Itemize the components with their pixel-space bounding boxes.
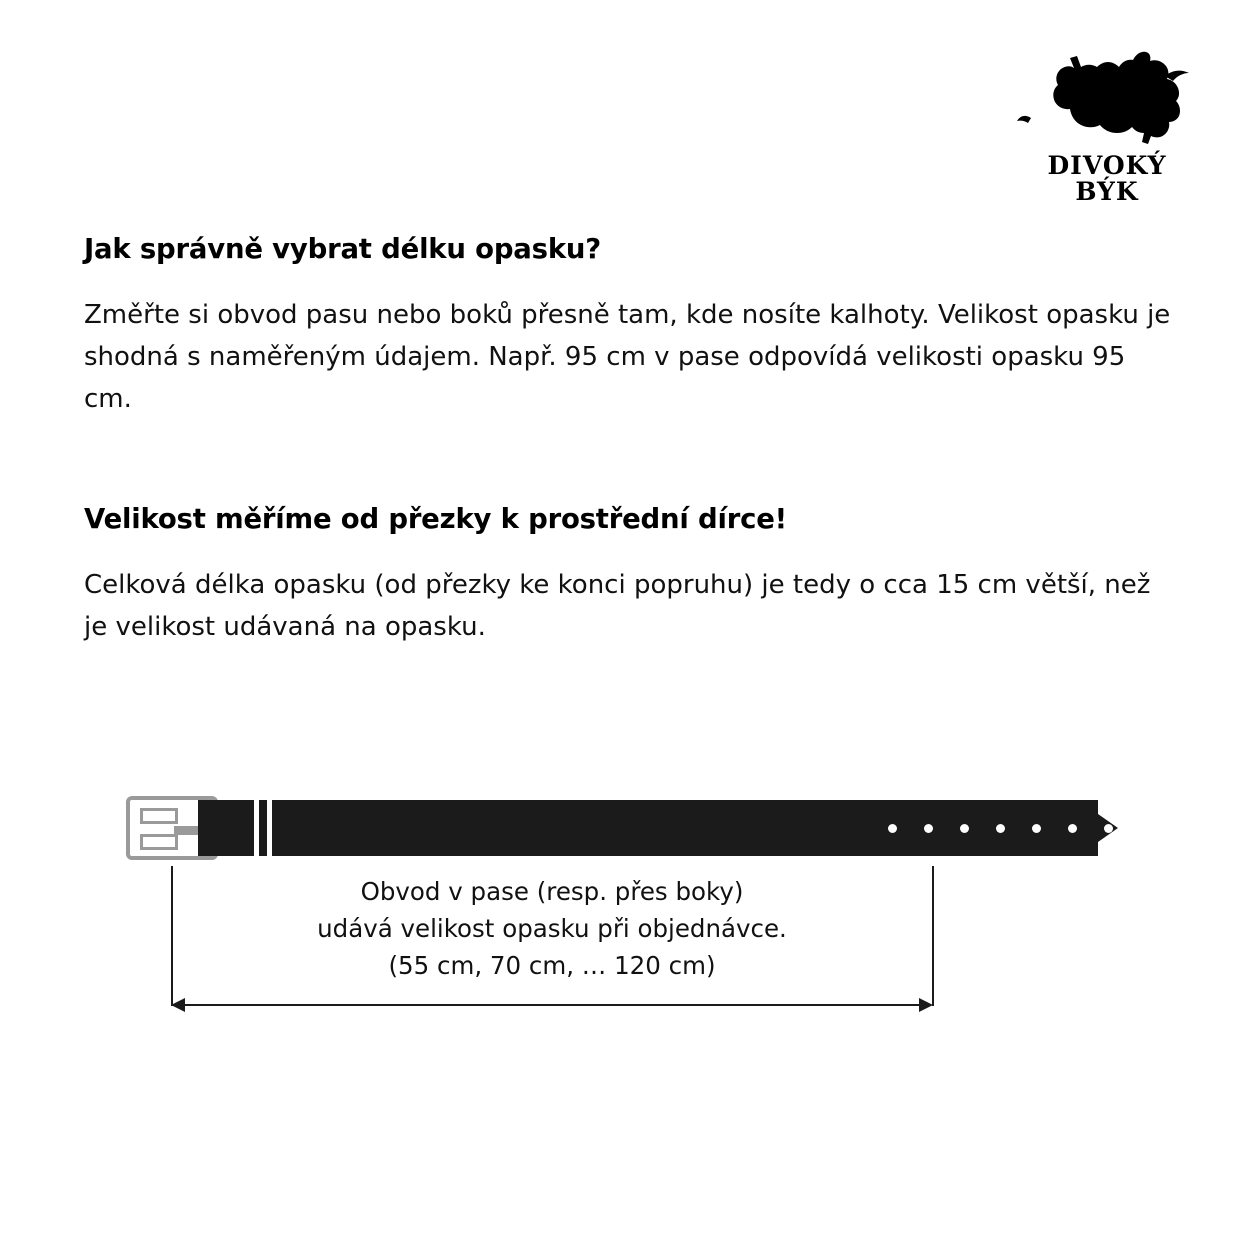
heading-how-to-choose-length: Jak správně vybrat délku opasku?	[84, 233, 602, 265]
belt-hole	[924, 824, 933, 833]
caption-line-3: (55 cm, 70 cm, … 120 cm)	[388, 950, 716, 980]
belt-diagram	[0, 770, 1250, 1060]
caption-line-2: udává velikost opasku při objednávce.	[317, 913, 787, 943]
belt-keeper-1	[254, 800, 259, 856]
buckle-bar-top	[140, 808, 178, 824]
belt-hole	[1032, 824, 1041, 833]
belt-hole	[888, 824, 897, 833]
belt-hole	[1068, 824, 1077, 833]
belt-holes	[888, 824, 1128, 833]
measure-arrow	[171, 998, 933, 1012]
paragraph-total-length: Celková délka opasku (od přezky ke konci popruhu) je tedy o cca 15 cm větší, než je velikost udávaná na opasku.	[84, 569, 1151, 642]
belt-keeper-2	[267, 800, 272, 856]
instructions-content	[84, 232, 1174, 648]
second-block	[84, 502, 1174, 648]
belt-hole	[996, 824, 1005, 833]
belt-illustration	[126, 788, 1126, 868]
bull-logo-icon	[1015, 40, 1195, 200]
belt-hole	[1104, 824, 1113, 833]
belt-strap	[198, 800, 1126, 856]
brand-logo	[1015, 40, 1195, 200]
arrow-bar	[177, 1004, 927, 1006]
logo-wordmark-line1: DIVOKÝ	[1047, 151, 1167, 180]
buckle-bar-bottom	[140, 834, 178, 850]
arrow-head-right-icon	[919, 998, 933, 1012]
diagram-caption	[171, 874, 933, 984]
logo-wordmark-line2: BÝK	[1075, 177, 1139, 200]
heading-measure-from-buckle: Velikost měříme od přezky k prostřední dírce!	[84, 503, 787, 536]
paragraph-measure-waist: Změřte si obvod pasu nebo boků přesně tam, kde nosíte kalhoty. Velikost opasku je shodná s naměřeným údajem. Např. 95 cm v pase odpovídá velikosti opasku 95 cm.	[84, 299, 1171, 414]
caption-line-1: Obvod v pase (resp. přes boky)	[360, 877, 744, 906]
belt-hole	[960, 824, 969, 833]
